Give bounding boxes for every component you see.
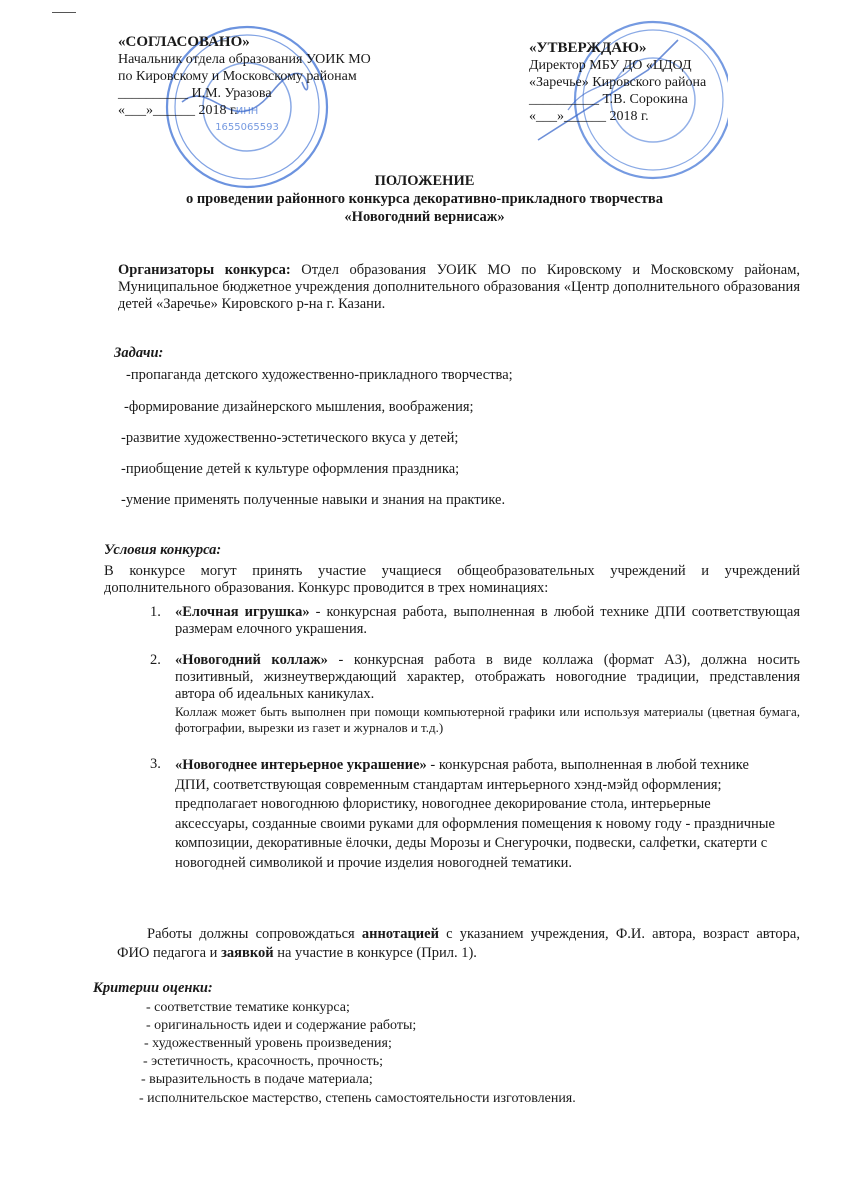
organizers-paragraph [118,262,800,313]
task-item: -развитие художественно-эстетического вкуса у детей; [121,430,459,446]
approval-left-date: «___»______ 2018 г. [118,103,238,118]
nomination-text: - конкурсная работа в виде коллажа (формат А3), должна носить позитивный, жизнеутверждающий характер, отображать новогодние традиции, представления автора об идеальных каникулах. [175,652,800,702]
approval-right-block [529,40,706,125]
application-bold: заявкой [221,945,274,961]
conditions-text: В конкурсе могут принять участие учащиеся общеобразовательных учреждений и учреждений дополнительного образования. Конкурс проводится в трех номинациях: [104,563,800,596]
approval-right-date: «___»______ 2018 г. [529,109,649,124]
nomination-number: 3. [150,756,161,772]
criteria-item: - эстетичность, красочность, прочность; [143,1054,384,1069]
title-line2: о проведении районного конкурса декоративно-прикладного творчества [185,191,664,207]
nomination-number: 1. [150,604,161,620]
criteria-item: - исполнительское мастерство, степень самостоятельности изготовления. [139,1091,576,1106]
criteria-item: - соответствие тематике конкурса; [146,1000,350,1015]
organizers-label: Организаторы конкурса: [118,262,291,278]
nomination-number: 2. [150,652,161,668]
task-item: -приобщение детей к культуре оформления праздника; [121,461,460,477]
task-item: -умение применять полученные навыки и знания на практике. [121,492,506,508]
nomination-text: - конкурсная работа, выполненная в любой технике ДПИ соответствующая размерам елочного украшения. [175,604,801,637]
svg-text:ИНН: ИНН [235,106,259,117]
approval-left-heading: «СОГЛАСОВАНО» [118,34,250,50]
annotation-paragraph: Работы должны сопровождаться аннотацией с указанием учреждения, Ф.И. автора, возраст автора, ФИО педагога и заявкой на участие в конкурсе (Прил. 1). [117,926,800,961]
approval-right-name: __________ Т.В. Сорокина [529,92,688,107]
nomination-1 [150,604,800,638]
scan-mark [52,12,76,13]
nomination-text: - конкурсная работа, выполненная в любой технике ДПИ, соответствующая современным стандартам интерьерного хэнд-мэйд оформления; предполагает новогоднюю флористику, новогоднее декорирование стола, интерьерные аксессуары, созданные своими руками для оформления помещения к новому году - праздничные композиции, декоративные ёлочки, деды Морозы и Снегурочки, подвески, салфетки, скатерти с новогодней символикой и прочие изделия новогодней тематики. [175,757,775,871]
title-line3: «Новогодний вернисаж» [344,209,505,225]
annotation-bold: аннотацией [361,926,439,942]
criteria-item: - художественный уровень произведения; [144,1036,392,1051]
criteria-item: - оригинальность идеи и содержание работы; [146,1018,417,1033]
approval-right-line1: Директор МБУ ДО «ЦДОД [529,58,692,73]
criteria-label: Критерии оценки: [93,980,213,996]
nomination-title: «Елочная игрушка» [175,604,310,620]
task-item: -формирование дизайнерского мышления, воображения; [124,399,474,415]
nomination-title: «Новогодний коллаж» [175,652,328,668]
nomination-title: «Новогоднее интерьерное украшение» [175,757,427,773]
tasks-label: Задачи: [114,345,164,361]
svg-text:1655065593: 1655065593 [215,122,279,133]
task-item: -пропаганда детского художественно-прикладного творчества; [126,367,513,383]
approval-right-heading: «УТВЕРЖДАЮ» [529,40,647,56]
nomination-note: Коллаж может быть выполнен при помощи компьютерной графики или используя материалы (цветная бумага, фотографии, вырезки из газет и журналов и т.д.) [175,704,800,735]
approval-left-line2: по Кировскому и Московскому районам [118,69,357,84]
document-title [0,172,849,226]
nomination-2 [150,652,800,736]
approval-left-line1: Начальник отдела образования УОИК МО [118,52,371,67]
criteria-item: - выразительность в подаче материала; [141,1072,373,1087]
title-line1: ПОЛОЖЕНИЕ [374,173,475,189]
conditions-label: Условия конкурса: [104,542,222,558]
approval-left-name: __________ И.М. Уразова [118,86,272,101]
approval-right-line2: «Заречье» Кировского района [529,75,707,90]
approval-left-block [118,34,371,119]
nomination-3 [150,756,780,873]
organizers-text: Отдел образования УОИК МО по Кировскому и Московскому районам, Муниципальное бюджетное учреждения дополнительного образования «Центр дополнительного образования детей «Заречье» Кировского р-на г. Казани. [118,262,801,312]
